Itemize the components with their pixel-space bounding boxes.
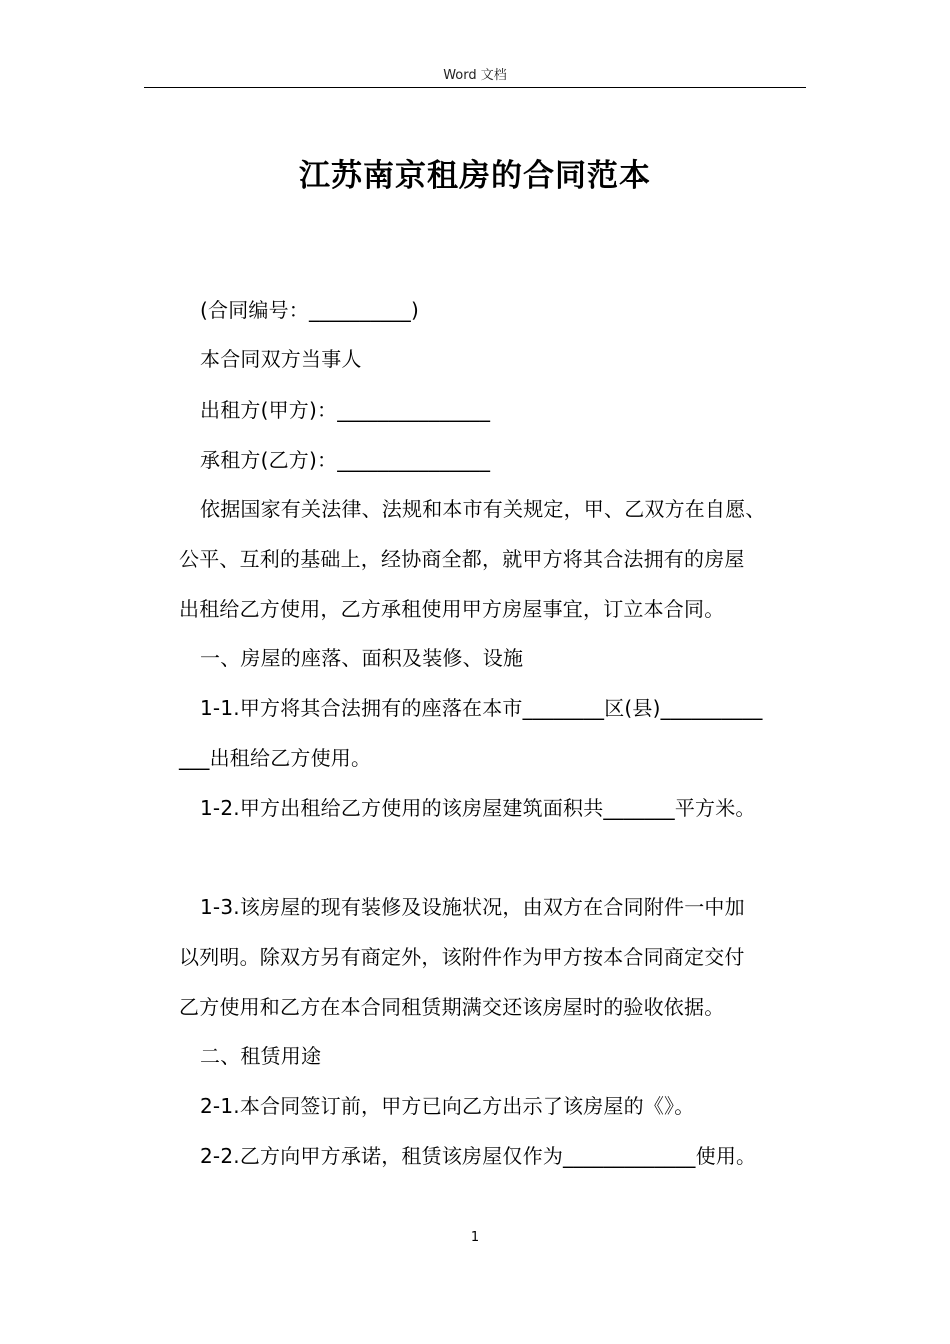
clause-1-2: 1-2.甲方出租给乙方使用的该房屋建筑面积共_______平方米。 — [200, 796, 756, 820]
page-header: Word 文档 — [443, 68, 507, 83]
page-number: 1 — [470, 1230, 480, 1245]
clause-2-1: 2-1.本合同签订前，甲方已向乙方出示了该房屋的《》。 — [200, 1094, 695, 1118]
section-2-heading: 二、租赁用途 — [200, 1044, 322, 1068]
parties-heading: 本合同双方当事人 — [200, 347, 362, 371]
section-1-heading: 一、房屋的座落、面积及装修、设施 — [200, 646, 524, 670]
clause-2-2: 2-2.乙方向甲方承诺，租赁该房屋仅作为_____________使用。 — [200, 1144, 757, 1168]
preamble-line-1: 依据国家有关法律、法规和本市有关规定，甲、乙双方在自愿、 — [200, 497, 766, 521]
clause-1-3-line-1: 1-3.该房屋的现有装修及设施状况，由双方在合同附件一中加 — [200, 895, 745, 919]
lessor-line: 出租方(甲方)：_______________ — [200, 398, 491, 422]
preamble-line-2: 公平、互利的基础上，经协商全都，就甲方将其合法拥有的房屋 — [179, 547, 745, 571]
document-title: 江苏南京租房的合同范本 — [299, 158, 651, 194]
clause-1-1-line-2: ___出租给乙方使用。 — [179, 746, 372, 770]
clause-1-3-line-2: 以列明。除双方另有商定外，该附件作为甲方按本合同商定交付 — [179, 945, 745, 969]
clause-1-3-line-3: 乙方使用和乙方在本合同租赁期满交还该房屋时的验收依据。 — [179, 995, 725, 1019]
preamble-line-3: 出租给乙方使用，乙方承租使用甲方房屋事宜，订立本合同。 — [179, 597, 725, 621]
clause-1-1-line-1: 1-1.甲方将其合法拥有的座落在本市________区(县)__________ — [200, 696, 763, 720]
header-divider — [144, 87, 806, 88]
contract-number-line: (合同编号：__________) — [200, 298, 420, 322]
lessee-line: 承租方(乙方)：_______________ — [200, 448, 491, 472]
